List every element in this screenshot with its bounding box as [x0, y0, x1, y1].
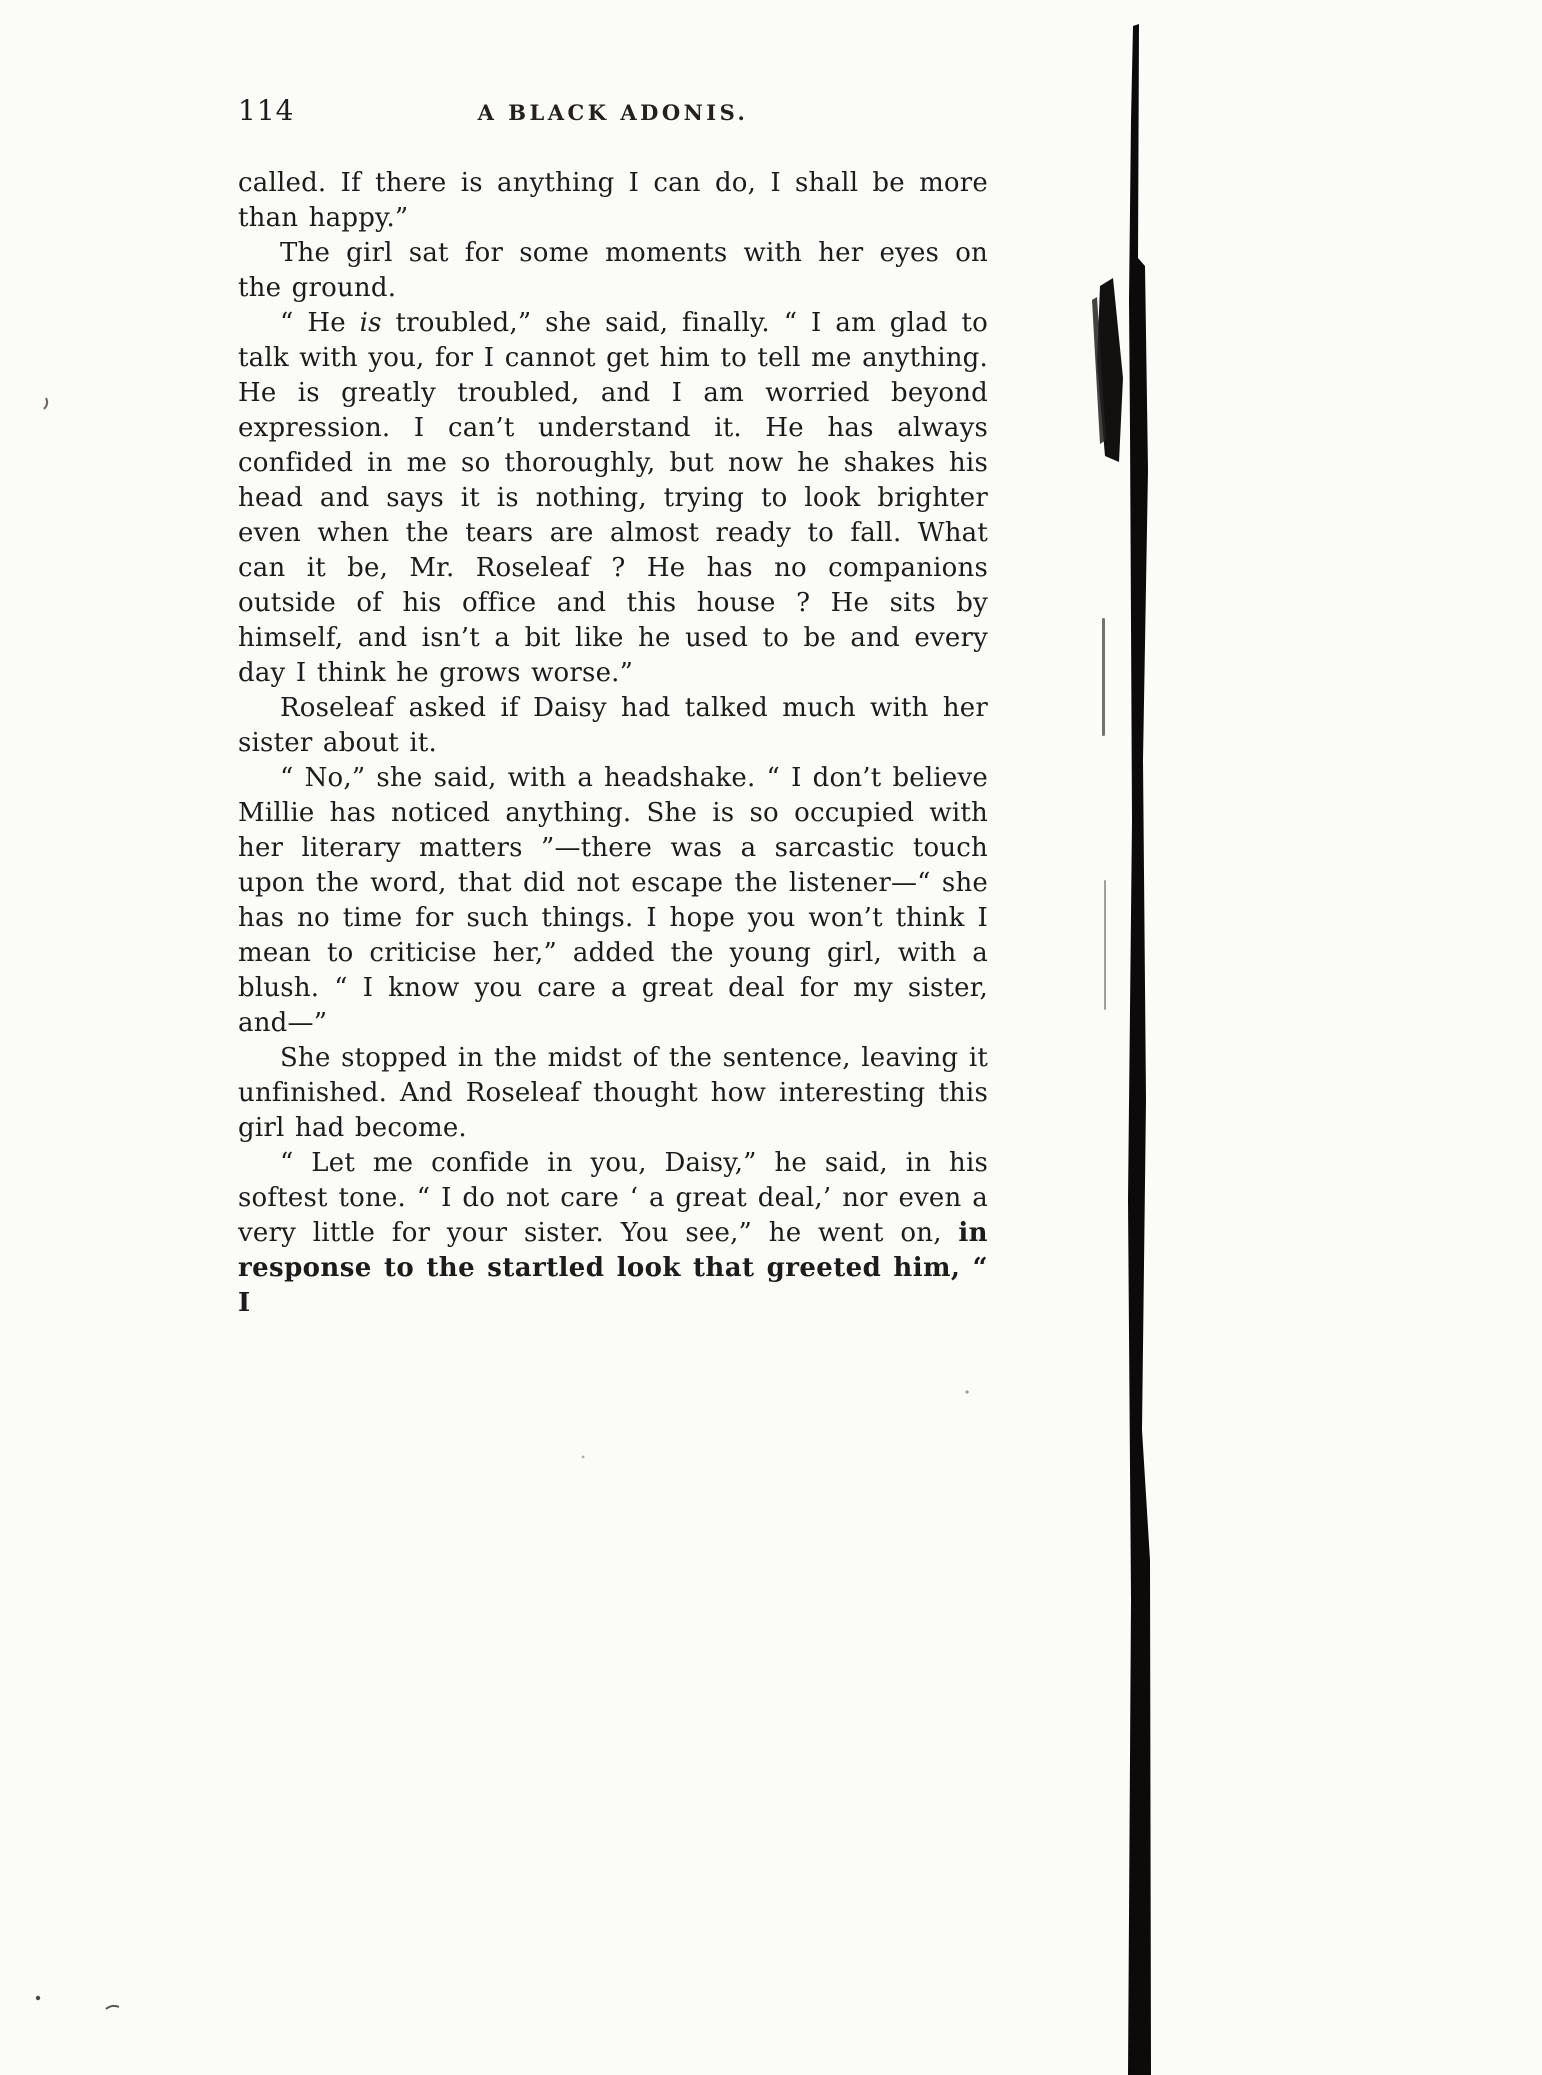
hairline-artifact: [1102, 618, 1105, 736]
text-segment: is: [359, 308, 382, 338]
text-segment: Roseleaf asked if Daisy had talked much with her sister about it.: [238, 693, 988, 758]
page-body: [238, 166, 988, 1321]
paragraph: [238, 691, 988, 761]
hairline-artifact: [1104, 880, 1106, 1010]
ink-streak-thin: [1092, 297, 1106, 444]
paragraph: [238, 761, 988, 1041]
page-number: 114: [238, 94, 295, 127]
text-segment: The girl sat for some moments with her eyes on the ground.: [238, 238, 988, 303]
paragraph: [238, 236, 988, 306]
paragraph: [238, 1041, 988, 1146]
text-segment: in response to the startled look that greeted him, “ I: [238, 1218, 988, 1318]
paragraph: [238, 1146, 988, 1321]
page-header: [238, 94, 988, 130]
running-title: A BLACK ADONIS.: [477, 100, 749, 125]
text-segment: “ Let me confide in you, Daisy,” he said, in his softest tone. “ I do not care ‘ a great deal,’ nor even a very little for your sister. You see,” he went on,: [238, 1148, 988, 1248]
ink-streak-blob: [1097, 278, 1123, 462]
text-segment: “ No,” she said, with a headshake. “ I don’t believe Millie has noticed anything. She is so occupied with her literary matters ”—there was a sarcastic touch upon the word, that did not escape the listener—“ she has no time for such things. I hope you won’t think I mean to criticise her,” added the young girl, with a blush. “ I know you care a great deal for my sister, and—”: [238, 763, 988, 1038]
paragraph: [238, 306, 988, 691]
paragraph: [238, 166, 988, 236]
speck: [106, 2006, 119, 2009]
speck: [965, 1390, 968, 1393]
binding-edge-bar: [1128, 24, 1151, 2075]
speck: [36, 1996, 40, 2000]
speck: [582, 1456, 585, 1459]
speck: [44, 398, 47, 409]
text-segment: She stopped in the midst of the sentence, leaving it unfinished. And Roseleaf thought how interesting this girl had become.: [238, 1043, 988, 1143]
text-segment: troubled,” she said, finally. “ I am glad to talk with you, for I cannot get him to tell me anything. He is greatly troubled, and I am worried beyond expression. I can’t understand it. He has always confided in me so thoroughly, but now he shakes his head and says it is nothing, trying to look brighter even when the tears are almost ready to fall. What can it be, Mr. Roseleaf ? He has no companions outside of his office and this house ? He sits by himself, and isn’t a bit like he used to be and every day I think he grows worse.”: [238, 308, 988, 688]
text-segment: called. If there is anything I can do, I shall be more than happy.”: [238, 168, 988, 233]
text-segment: “ He: [280, 308, 360, 338]
